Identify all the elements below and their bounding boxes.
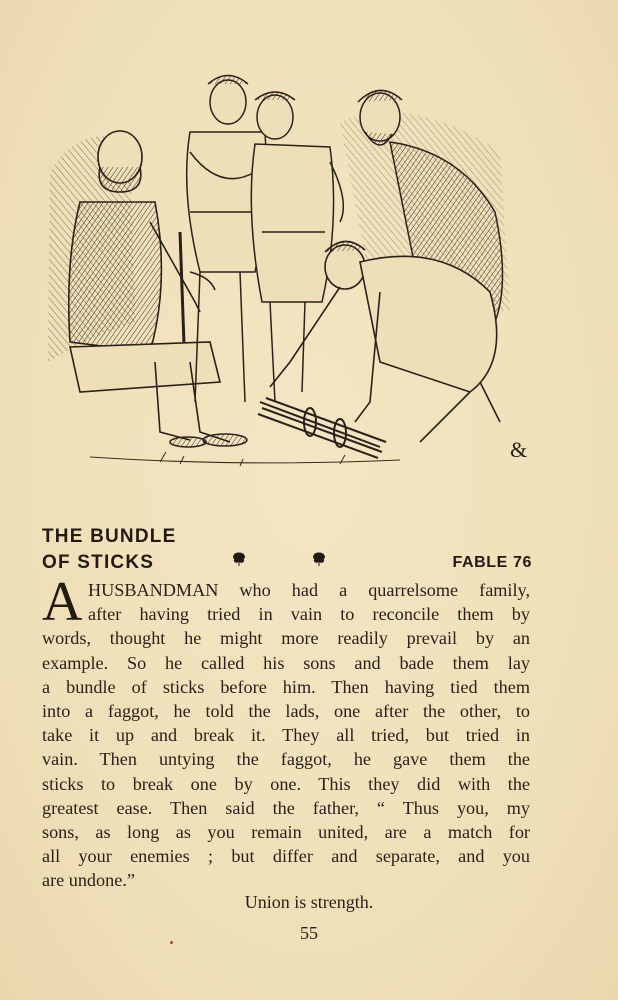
text-line: vain. Then untying the faggot, he gave them the [42, 749, 530, 770]
fable-title [42, 524, 532, 576]
text-line: after having tried in vain to reconcile them by [88, 604, 530, 625]
text-line: a bundle of sticks before him. Then having tied them [42, 676, 530, 697]
text-line: sons, as long as you remain united, are a match for [42, 822, 530, 843]
text-line: greatest ease. Then said the father, “ Thus you, my [42, 797, 530, 818]
fleuron-icon [230, 551, 248, 567]
text-line: example. So he called his sons and bade them lay [42, 652, 530, 673]
text-line: words, thought he might more readily prevail by an [42, 628, 530, 649]
fable-text [42, 571, 530, 893]
text-line: into a faggot, he told the lads, one after the other, to [42, 701, 530, 722]
text-line: take it up and break it. They all tried, but tried in [42, 725, 530, 746]
title-line-2-container [42, 550, 532, 576]
text-line: HUSBANDMAN who had a quarrelsome family, [88, 580, 530, 600]
text-line: are undone.” [42, 870, 135, 891]
drop-cap: A [42, 571, 83, 633]
ground [90, 452, 400, 466]
page-number: 55 [300, 923, 318, 943]
fable-illustration [40, 62, 540, 472]
artist-monogram: & [510, 437, 528, 462]
title-line-1: THE BUNDLE [42, 526, 177, 547]
paper-speck [170, 941, 173, 944]
fleuron-icon [310, 551, 328, 567]
fable-number: FABLE 76 [452, 554, 532, 571]
title-line-2: OF STICKS [42, 552, 155, 573]
fable-moral: Union is strength. [244, 892, 374, 912]
text-line: sticks to break one by one. This they did with the [42, 773, 530, 794]
text-line: all your enemies ; but differ and separate, and you [42, 846, 530, 867]
